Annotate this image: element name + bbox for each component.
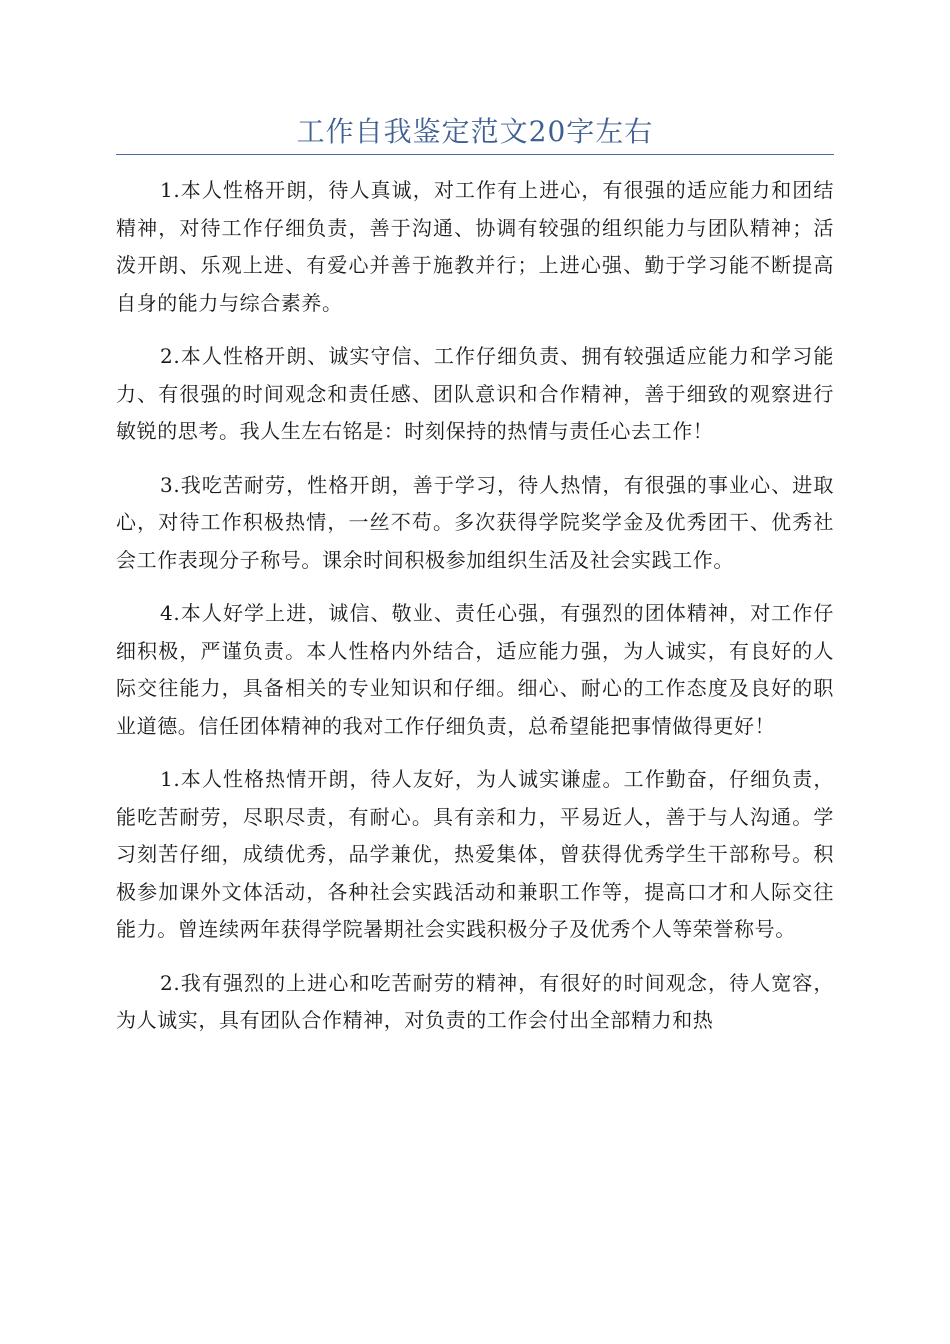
paragraph: 1.本人性格热情开朗，待人友好，为人诚实谦虚。工作勤奋，仔细负责，能吃苦耐劳，尽职尽责，有耐心。具有亲和力，平易近人，善于与人沟通。学习刻苦仔细，成绩优秀，品学兼优，热爱集体，曾获得优秀学生干部称号。积极参加课外文体活动，各种社会实践活动和兼职工作等，提高口才和人际交往能力。曾连续两年获得学院暑期社会实践积极分子及优秀个人等荣誉称号。 [116, 767, 834, 941]
document-body [116, 172, 834, 1056]
document-title: 工作自我鉴定范文20字左右 [296, 115, 654, 148]
paragraph: 3.我吃苦耐劳，性格开朗，善于学习，待人热情，有很强的事业心、进取心，对待工作积极热情，一丝不苟。多次获得学院奖学金及优秀团干、优秀社会工作表现分子称号。课余时间积极参加组织生活及社会实践工作。 [116, 472, 834, 572]
paragraph: 4.本人好学上进，诚信、敬业、责任心强，有强烈的团体精神，对工作仔细积极，严谨负责。本人性格内外结合，适应能力强，为人诚实，有良好的人际交往能力，具备相关的专业知识和仔细。细心、耐心的工作态度及良好的职业道德。信任团体精神的我对工作仔细负责，总希望能把事情做得更好！ [116, 601, 834, 738]
paragraph: 2.本人性格开朗、诚实守信、工作仔细负责、拥有较强适应能力和学习能力、有很强的时间观念和责任感、团队意识和合作精神，善于细致的观察进行敏锐的思考。我人生左右铭是：时刻保持的热情与责任心去工作！ [116, 344, 834, 443]
paragraph: 2.我有强烈的上进心和吃苦耐劳的精神，有很好的时间观念，待人宽容，为人诚实，具有团队合作精神，对负责的工作会付出全部精力和热 [116, 970, 834, 1032]
paragraph: 1.本人性格开朗，待人真诚，对工作有上进心，有很强的适应能力和团结精神，对待工作仔细负责，善于沟通、协调有较强的组织能力与团队精神；活泼开朗、乐观上进、有爱心并善于施教并行；上进心强、勤于学习能不断提高自身的能力与综合素养。 [116, 178, 834, 315]
title-underline [116, 154, 834, 155]
